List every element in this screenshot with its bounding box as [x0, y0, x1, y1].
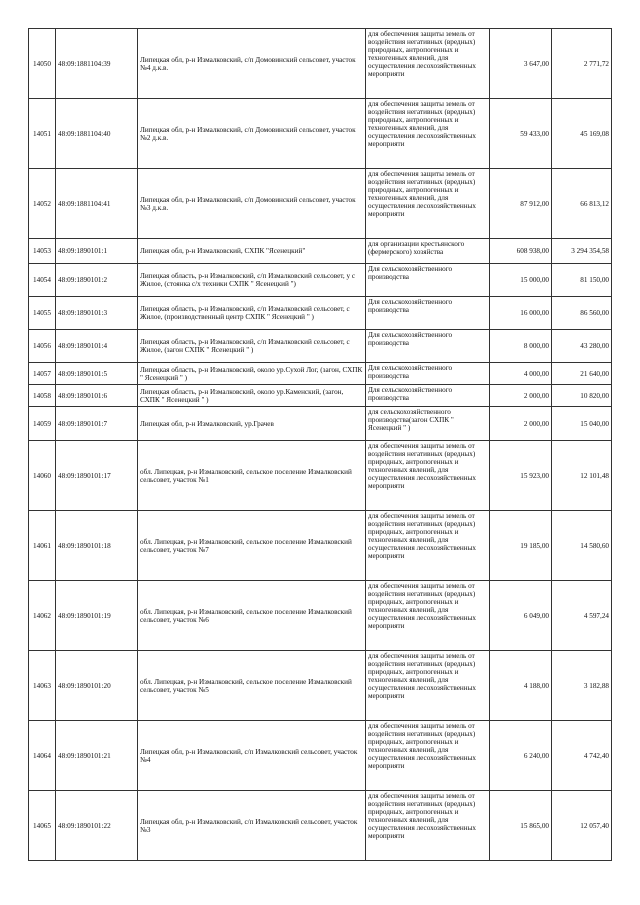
row-number-cell: 14055 — [29, 297, 56, 330]
area-cell: 59 433,00 — [490, 99, 552, 169]
area-cell: 15 865,00 — [490, 791, 552, 861]
cadastral-value-cell: 15 040,00 — [552, 407, 612, 441]
area-cell: 15 923,00 — [490, 441, 552, 511]
address-cell: Липецкая обл, р-н Измалковский, с/п Измалковский сельсовет, участок №3 — [138, 791, 366, 861]
table-row — [29, 330, 612, 363]
land-use-purpose-cell: для обеспечения защиты земель от воздействия негативных (вредных) природных, антропогенных и техногенных явлений, для осуществления лесохозяйственных мероприяти — [366, 29, 490, 99]
cadastral-number-cell: 48:09:1890101:19 — [56, 581, 138, 651]
address-cell: обл. Липецкая, р-н Измалковский, сельское поселение Измалковский сельсовет, участок №6 — [138, 581, 366, 651]
table-row — [29, 651, 612, 721]
area-cell: 4 000,00 — [490, 363, 552, 385]
row-number-cell: 14053 — [29, 239, 56, 264]
cadastral-value-cell: 86 560,00 — [552, 297, 612, 330]
land-use-purpose-cell: Для сельскохозяйственного производства — [366, 297, 490, 330]
table-row — [29, 511, 612, 581]
cadastral-value-cell: 43 280,00 — [552, 330, 612, 363]
address-cell: Липецкая обл, р-н Измалковский, с/п Измалковский сельсовет, участок №4 — [138, 721, 366, 791]
row-number-cell: 14052 — [29, 169, 56, 239]
table-row — [29, 721, 612, 791]
row-number-cell: 14051 — [29, 99, 56, 169]
land-use-purpose-cell: Для сельскохозяйственного производства — [366, 330, 490, 363]
row-number-cell: 14060 — [29, 441, 56, 511]
cadastral-value-cell: 21 640,00 — [552, 363, 612, 385]
row-number-cell: 14065 — [29, 791, 56, 861]
row-number-cell: 14061 — [29, 511, 56, 581]
table-row — [29, 264, 612, 297]
cadastral-number-cell: 48:09:1890101:4 — [56, 330, 138, 363]
area-cell: 3 647,00 — [490, 29, 552, 99]
address-cell: Липецкая область, р-н Измалковский, около ур.Сухой Лог, (загон, СХПК " Ясенецкий " ) — [138, 363, 366, 385]
area-cell: 87 912,00 — [490, 169, 552, 239]
land-use-purpose-cell: для обеспечения защиты земель от воздействия негативных (вредных) природных, антропогенных и техногенных явлений, для осуществления лесохозяйственных мероприяти — [366, 651, 490, 721]
cadastral-value-cell: 12 101,48 — [552, 441, 612, 511]
row-number-cell: 14064 — [29, 721, 56, 791]
address-cell: Липецкая область, р-н Измалковский, с/п Измалковский сельсовет, с Жилое, (производственный центр СХПК " Ясенецкий " ) — [138, 297, 366, 330]
table-row — [29, 441, 612, 511]
table-row — [29, 297, 612, 330]
area-cell: 15 000,00 — [490, 264, 552, 297]
table-row — [29, 581, 612, 651]
address-cell: Липецкая обл, р-н Измалковский, ур.Грачев — [138, 407, 366, 441]
cadastral-number-cell: 48:09:1890101:5 — [56, 363, 138, 385]
table-row — [29, 29, 612, 99]
table-row — [29, 407, 612, 441]
cadastral-number-cell: 48:09:1890101:1 — [56, 239, 138, 264]
land-use-purpose-cell: для обеспечения защиты земель от воздействия негативных (вредных) природных, антропогенных и техногенных явлений, для осуществления лесохозяйственных мероприяти — [366, 721, 490, 791]
area-cell: 6 049,00 — [490, 581, 552, 651]
address-cell: Липецкая обл, р-н Измалковский, с/п Домовинский сельсовет, участок №4 д.к.в. — [138, 29, 366, 99]
cadastral-number-cell: 48:09:1890101:3 — [56, 297, 138, 330]
cadastral-number-cell: 48:09:1890101:2 — [56, 264, 138, 297]
cadastral-number-cell: 48:09:1890101:21 — [56, 721, 138, 791]
area-cell: 2 000,00 — [490, 385, 552, 407]
cadastral-number-cell: 48:09:1881104:40 — [56, 99, 138, 169]
row-number-cell: 14063 — [29, 651, 56, 721]
row-number-cell: 14059 — [29, 407, 56, 441]
land-use-purpose-cell: для сельскохозяйственного производства(загон СХПК " Ясенецкий " ) — [366, 407, 490, 441]
cadastral-value-cell: 3 182,88 — [552, 651, 612, 721]
cadastral-value-cell: 81 150,00 — [552, 264, 612, 297]
land-use-purpose-cell: для обеспечения защиты земель от воздействия негативных (вредных) природных, антропогенных и техногенных явлений, для осуществления лесохозяйственных мероприяти — [366, 791, 490, 861]
address-cell: Липецкая обл, р-н Измалковский, СХПК "Ясенецкий" — [138, 239, 366, 264]
cadastral-number-cell: 48:09:1890101:7 — [56, 407, 138, 441]
row-number-cell: 14058 — [29, 385, 56, 407]
cadastral-number-cell: 48:09:1881104:41 — [56, 169, 138, 239]
address-cell: обл. Липецкая, р-н Измалковский, сельское поселение Измалковский сельсовет, участок №1 — [138, 441, 366, 511]
area-cell: 608 938,00 — [490, 239, 552, 264]
table-row — [29, 239, 612, 264]
land-use-purpose-cell: для обеспечения защиты земель от воздействия негативных (вредных) природных, антропогенных и техногенных явлений, для осуществления лесохозяйственных мероприяти — [366, 581, 490, 651]
address-cell: обл. Липецкая, р-н Измалковский, сельское поселение Измалковский сельсовет, участок №7 — [138, 511, 366, 581]
cadastral-value-cell: 45 169,08 — [552, 99, 612, 169]
area-cell: 6 240,00 — [490, 721, 552, 791]
cadastral-value-cell: 2 771,72 — [552, 29, 612, 99]
area-cell: 2 000,00 — [490, 407, 552, 441]
row-number-cell: 14057 — [29, 363, 56, 385]
table-row — [29, 791, 612, 861]
land-use-purpose-cell: для обеспечения защиты земель от воздействия негативных (вредных) природных, антропогенных и техногенных явлений, для осуществления лесохозяйственных мероприяти — [366, 441, 490, 511]
table-row — [29, 169, 612, 239]
cadastral-number-cell: 48:09:1890101:6 — [56, 385, 138, 407]
cadastral-number-cell: 48:09:1881104:39 — [56, 29, 138, 99]
table-body — [29, 29, 612, 861]
row-number-cell: 14062 — [29, 581, 56, 651]
land-use-purpose-cell: Для сельскохозяйственного производства — [366, 363, 490, 385]
land-use-purpose-cell: для организации крестьянского (фермерского) хозяйства — [366, 239, 490, 264]
cadastral-value-cell: 4 742,40 — [552, 721, 612, 791]
cadastral-number-cell: 48:09:1890101:20 — [56, 651, 138, 721]
cadastral-value-cell: 66 813,12 — [552, 169, 612, 239]
cadastral-number-cell: 48:09:1890101:17 — [56, 441, 138, 511]
cadastral-value-cell: 3 294 354,58 — [552, 239, 612, 264]
cadastral-value-cell: 4 597,24 — [552, 581, 612, 651]
address-cell: Липецкая обл, р-н Измалковский, с/п Домовинский сельсовет, участок №3 д.к.в. — [138, 169, 366, 239]
table-row — [29, 363, 612, 385]
address-cell: Липецкая обл, р-н Измалковский, с/п Домовинский сельсовет, участок №2 д.к.в. — [138, 99, 366, 169]
row-number-cell: 14056 — [29, 330, 56, 363]
row-number-cell: 14050 — [29, 29, 56, 99]
area-cell: 19 185,00 — [490, 511, 552, 581]
row-number-cell: 14054 — [29, 264, 56, 297]
area-cell: 16 000,00 — [490, 297, 552, 330]
cadastral-value-cell: 14 580,60 — [552, 511, 612, 581]
cadastral-number-cell: 48:09:1890101:18 — [56, 511, 138, 581]
address-cell: Липецкая область, р-н Измалковский, с/п Измалковский сельсовет, с Жилое, (загон СХПК " Ясенецкий " ) — [138, 330, 366, 363]
table-row — [29, 385, 612, 407]
land-use-purpose-cell: Для сельскохозяйственного производства — [366, 385, 490, 407]
address-cell: Липецкая область, р-н Измалковский, около ур.Каменский, (загон, СХПК " Ясенецкий " ) — [138, 385, 366, 407]
land-use-purpose-cell: Для сельскохозяйственного производства — [366, 264, 490, 297]
table-row — [29, 99, 612, 169]
cadastral-value-cell: 12 057,40 — [552, 791, 612, 861]
address-cell: Липецкая область, р-н Измалковский, с/п Измалковский сельсовет, у с Жилое, (стоянка с/х техники СХПК " Ясенецкий ") — [138, 264, 366, 297]
cadastral-number-cell: 48:09:1890101:22 — [56, 791, 138, 861]
cadastral-value-cell: 10 820,00 — [552, 385, 612, 407]
land-use-purpose-cell: для обеспечения защиты земель от воздействия негативных (вредных) природных, антропогенных и техногенных явлений, для осуществления лесохозяйственных мероприяти — [366, 511, 490, 581]
land-use-purpose-cell: для обеспечения защиты земель от воздействия негативных (вредных) природных, антропогенных и техногенных явлений, для осуществления лесохозяйственных мероприяти — [366, 169, 490, 239]
cadastral-table — [28, 28, 612, 861]
land-use-purpose-cell: для обеспечения защиты земель от воздействия негативных (вредных) природных, антропогенных и техногенных явлений, для осуществления лесохозяйственных мероприяти — [366, 99, 490, 169]
area-cell: 8 000,00 — [490, 330, 552, 363]
area-cell: 4 188,00 — [490, 651, 552, 721]
address-cell: обл. Липецкая, р-н Измалковский, сельское поселение Измалковский сельсовет, участок №5 — [138, 651, 366, 721]
